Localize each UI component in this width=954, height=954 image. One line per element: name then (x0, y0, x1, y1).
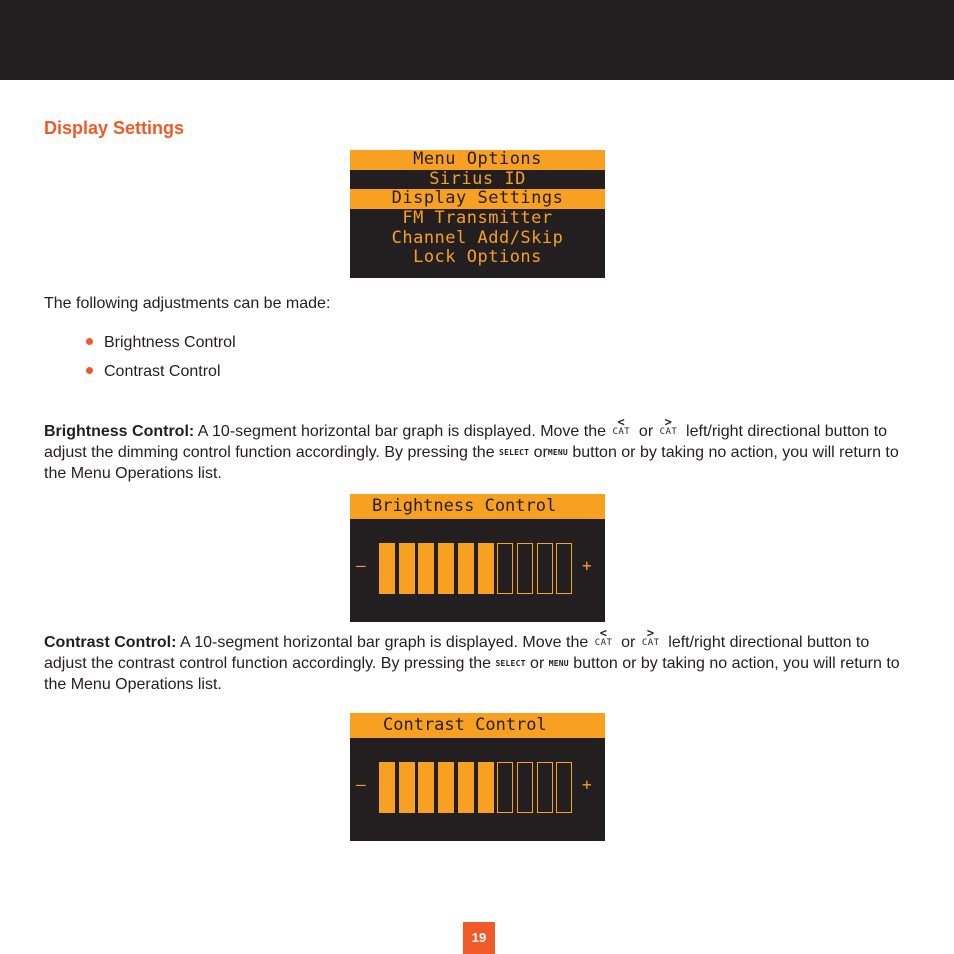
brightness-label: Brightness Control: (44, 423, 195, 440)
lcd-row-display-settings: Display Settings (350, 189, 605, 209)
or-text: or (525, 655, 549, 672)
lcd-row-lock-options: Lock Options (413, 247, 542, 268)
or-text: or (616, 634, 640, 651)
list-item-label: Contrast Control (104, 363, 221, 380)
bar-segment (379, 543, 395, 594)
select-key-icon: SELECT (495, 659, 526, 668)
contrast-text: left/right directional button to adjust the contrast control function accordingly. By pressing the (44, 634, 870, 672)
contrast-bar-graph (379, 762, 577, 815)
adjustment-list (86, 328, 236, 386)
bullet-icon (86, 367, 93, 374)
bar-segment (517, 543, 533, 594)
contrast-text: A 10-segment horizontal bar graph is displayed. Move the (176, 634, 593, 651)
or-text: or (529, 444, 548, 461)
bar-segment (537, 762, 553, 813)
plus-icon: + (582, 556, 592, 575)
contrast-text: button or by taking no action, you will return to the Menu Operations list. (44, 655, 900, 693)
section-title: Display Settings (44, 118, 185, 138)
bar-segment (418, 543, 434, 594)
brightness-bar-graph (379, 543, 577, 596)
bar-segment (458, 762, 474, 813)
bar-segment (458, 543, 474, 594)
list-item (86, 328, 236, 357)
bar-segment (399, 762, 415, 813)
brightness-paragraph (44, 415, 914, 484)
list-item (86, 357, 236, 386)
header-band (0, 0, 954, 80)
brightness-control-display (350, 494, 605, 622)
bar-segment (478, 762, 494, 813)
bar-segment (497, 762, 513, 813)
cat-right-key-icon: > CAT (659, 415, 678, 437)
intro-text: The following adjustments can be made: (44, 295, 331, 312)
brightness-text: button or by taking no action, you will return to the Menu Operations list. (44, 444, 899, 482)
brightness-text: A 10-segment horizontal bar graph is displayed. Move the (194, 423, 611, 440)
bar-segment (517, 762, 533, 813)
minus-icon: — (356, 556, 366, 575)
or-text: or (634, 423, 658, 440)
bar-segment (537, 543, 553, 594)
brightness-text: left/right directional button to adjust the dimming control function accordingly. By pressing the (44, 423, 888, 461)
bar-segment (497, 543, 513, 594)
bar-segment (418, 762, 434, 813)
minus-icon: — (356, 775, 366, 794)
lcd-row-menu-options: Menu Options (350, 150, 605, 170)
select-key-icon: SELECT (499, 448, 530, 457)
bar-segment (379, 762, 395, 813)
contrast-paragraph (44, 626, 914, 695)
bar-segment (438, 543, 454, 594)
contrast-lcd-title: Contrast Control (350, 713, 605, 738)
brightness-lcd-title: Brightness Control (350, 494, 605, 519)
menu-options-display (350, 150, 605, 278)
menu-key-icon: MENU (548, 659, 569, 668)
bar-segment (556, 762, 572, 813)
lcd-row-channel-add-skip: Channel Add/Skip (391, 227, 564, 248)
menu-key-icon: MENU (547, 448, 568, 457)
bar-segment (478, 543, 494, 594)
contrast-control-display (350, 713, 605, 841)
bar-segment (399, 543, 415, 594)
bar-segment (556, 543, 572, 594)
page-number: 19 (463, 922, 495, 954)
lcd-row-fm-transmitter: FM Transmitter (402, 208, 553, 229)
cat-right-key-icon: > CAT (641, 626, 660, 648)
cat-left-key-icon: < CAT (594, 626, 613, 648)
plus-icon: + (582, 775, 592, 794)
contrast-label: Contrast Control: (44, 634, 177, 651)
bar-segment (438, 762, 454, 813)
cat-left-key-icon: < CAT (612, 415, 631, 437)
bullet-icon (86, 338, 93, 345)
lcd-row-sirius-id: Sirius ID (429, 168, 526, 189)
list-item-label: Brightness Control (104, 334, 236, 351)
